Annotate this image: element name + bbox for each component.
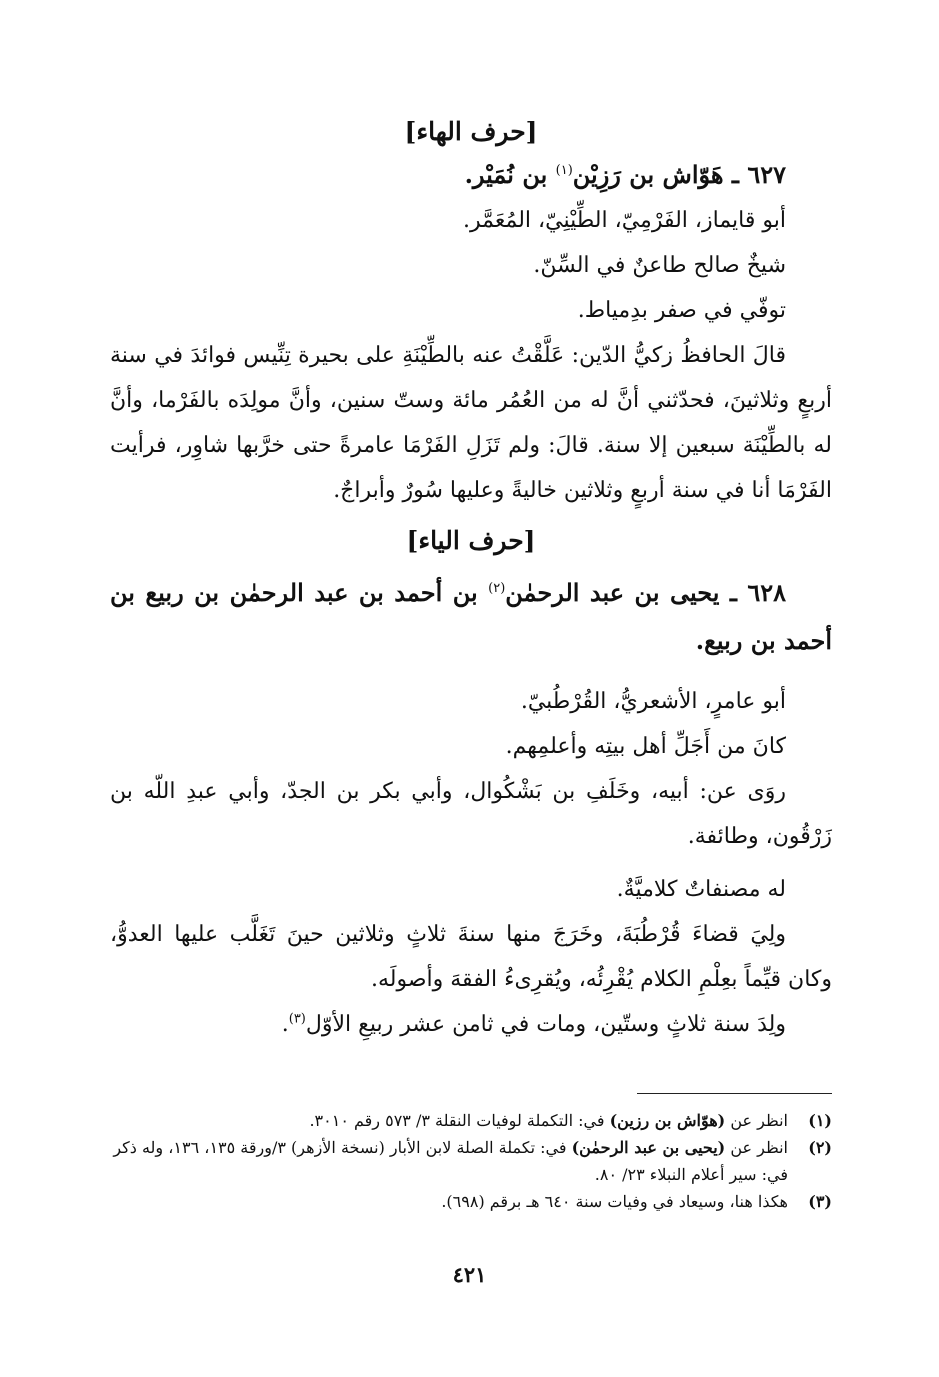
page-body [110, 112, 832, 1047]
entry-name: ٦٢٨ ـ يحيى بن عبد الرحمٰن [505, 578, 787, 607]
entry-name-end: بن أحمد بن عبد الرحمٰن بن ربيع بن أحمد بن ربيع. [110, 578, 832, 655]
entry-name: ٦٢٧ ـ هَوّاش بن رَزِيْن [572, 160, 786, 189]
footnote-text: هكذا هنا، وسيعاد في وفيات سنة ٦٤٠ هـ برقم (٦٩٨). [441, 1192, 788, 1211]
footnote-number: (٢) [808, 1138, 832, 1157]
footnote-3 [110, 1188, 832, 1215]
footnote-ref-3[interactable]: (٣) [288, 1011, 306, 1027]
entry-line-birth-death [110, 1002, 832, 1047]
footnote-subject: (هوّاش بن رزين) [609, 1111, 726, 1130]
entry-line-description: شيخٌ صالح طاعنٌ في السِّنّ. [533, 253, 786, 278]
entry-line-description: كانَ من أَجَلِّ أهل بيتِه وأعلمِهم. [505, 734, 786, 759]
footnote-1 [110, 1107, 832, 1134]
entry-title-627 [110, 152, 832, 198]
footnote-text: انظر عن (يحيى بن عبد الرحمٰن) في: تكملة الصلة لابن الأبار (نسخة الأزهر) ٣/ورقة ١٣٥، ١٣٦، وله ذكر في: سير أعلام النبلاء ٢٣/ ٨٠. [113, 1138, 788, 1184]
footnotes [110, 1107, 832, 1215]
footnote-ref-2[interactable]: (٢) [488, 581, 506, 596]
birth-text-end: . [281, 1012, 289, 1037]
entry-paragraph-quote: قالَ الحافظُ زكيُّ الدّين: عَلَّقْتُ عنه بالطِّيْنَةِ على بحيرة تِنِّيس فوائدَ في سنة أربعٍ وثلاثينَ، فحدّثني أنَّ له من العُمُر مائة وستّ سنين، وأنَّ مولِدَه بالفَرْما، وأنَّ له بالطِّيْنَة سبعين إلا سنة. قالَ: ولم تَزَلِ الفَرْمَا عامرةً حتى خرَّبها شاوِر، فرأيت الفَرْمَا أنا في سنة أربعٍ وثلاثين خاليةً وعليها سُورٌ وأبراجٌ. [110, 343, 832, 503]
entry-paragraph-riwaya: روَى عن: أبيه، وخَلَفِ بن بَشْكُوال، وأبي بكر بن الجدّ، وأبي عبدِ اللّه بن زَرْقُون، وطائفة. [110, 779, 832, 849]
entry-paragraph-judgeship: ولِيَ قضاءَ قُرْطُبَةَ، وخَرَجَ منها سنةَ ثلاثٍ وثلاثين حينَ تَغَلَّب عليها العدوُّ، وكان قيِّماً بعِلْمِ الكلام يُقْرِئُه، ويُقرِىءُ الفقهَ وأصولَه. [110, 922, 832, 992]
footnote-2 [110, 1134, 832, 1188]
entry-line-kunya: أبو عامرٍ، الأشعريُّ، القُرْطُبيّ. [520, 689, 786, 714]
entry-name-end: بن نُمَيْر. [464, 160, 556, 189]
footnote-subject: (يحيى بن عبد الرحمٰن) [571, 1138, 726, 1157]
footnote-divider [637, 1093, 832, 1094]
footnote-ref-1[interactable]: (١) [555, 163, 573, 178]
section-heading-ya: [حرف الياء] [406, 526, 536, 555]
entry-line-kunya: أبو قايماز، الفَرْمِيّ، الطِّيْنِيّ، المُعَمَّر. [463, 208, 786, 233]
page-number: ٤٢١ [452, 1262, 487, 1287]
footnote-text: انظر عن (هوّاش بن رزين) في: التكملة لوفيات النقلة ٣/ ٥٧٣ رقم ٣٠١٠. [309, 1111, 788, 1130]
section-heading-ha: [حرف الهاء] [404, 117, 538, 146]
footnote-number: (١) [808, 1111, 832, 1130]
birth-text: ولِدَ سنة ثلاثٍ وستّين، ومات في ثامن عشر ربيعِ الأوّل [305, 1012, 786, 1037]
entry-title-628 [110, 569, 832, 665]
entry-line-works: له مصنفاتٌ كلاميَّةٌ. [616, 877, 786, 902]
entry-line-death: توفّي في صفر بدِمياط. [577, 298, 786, 323]
footnote-number: (٣) [808, 1192, 832, 1211]
